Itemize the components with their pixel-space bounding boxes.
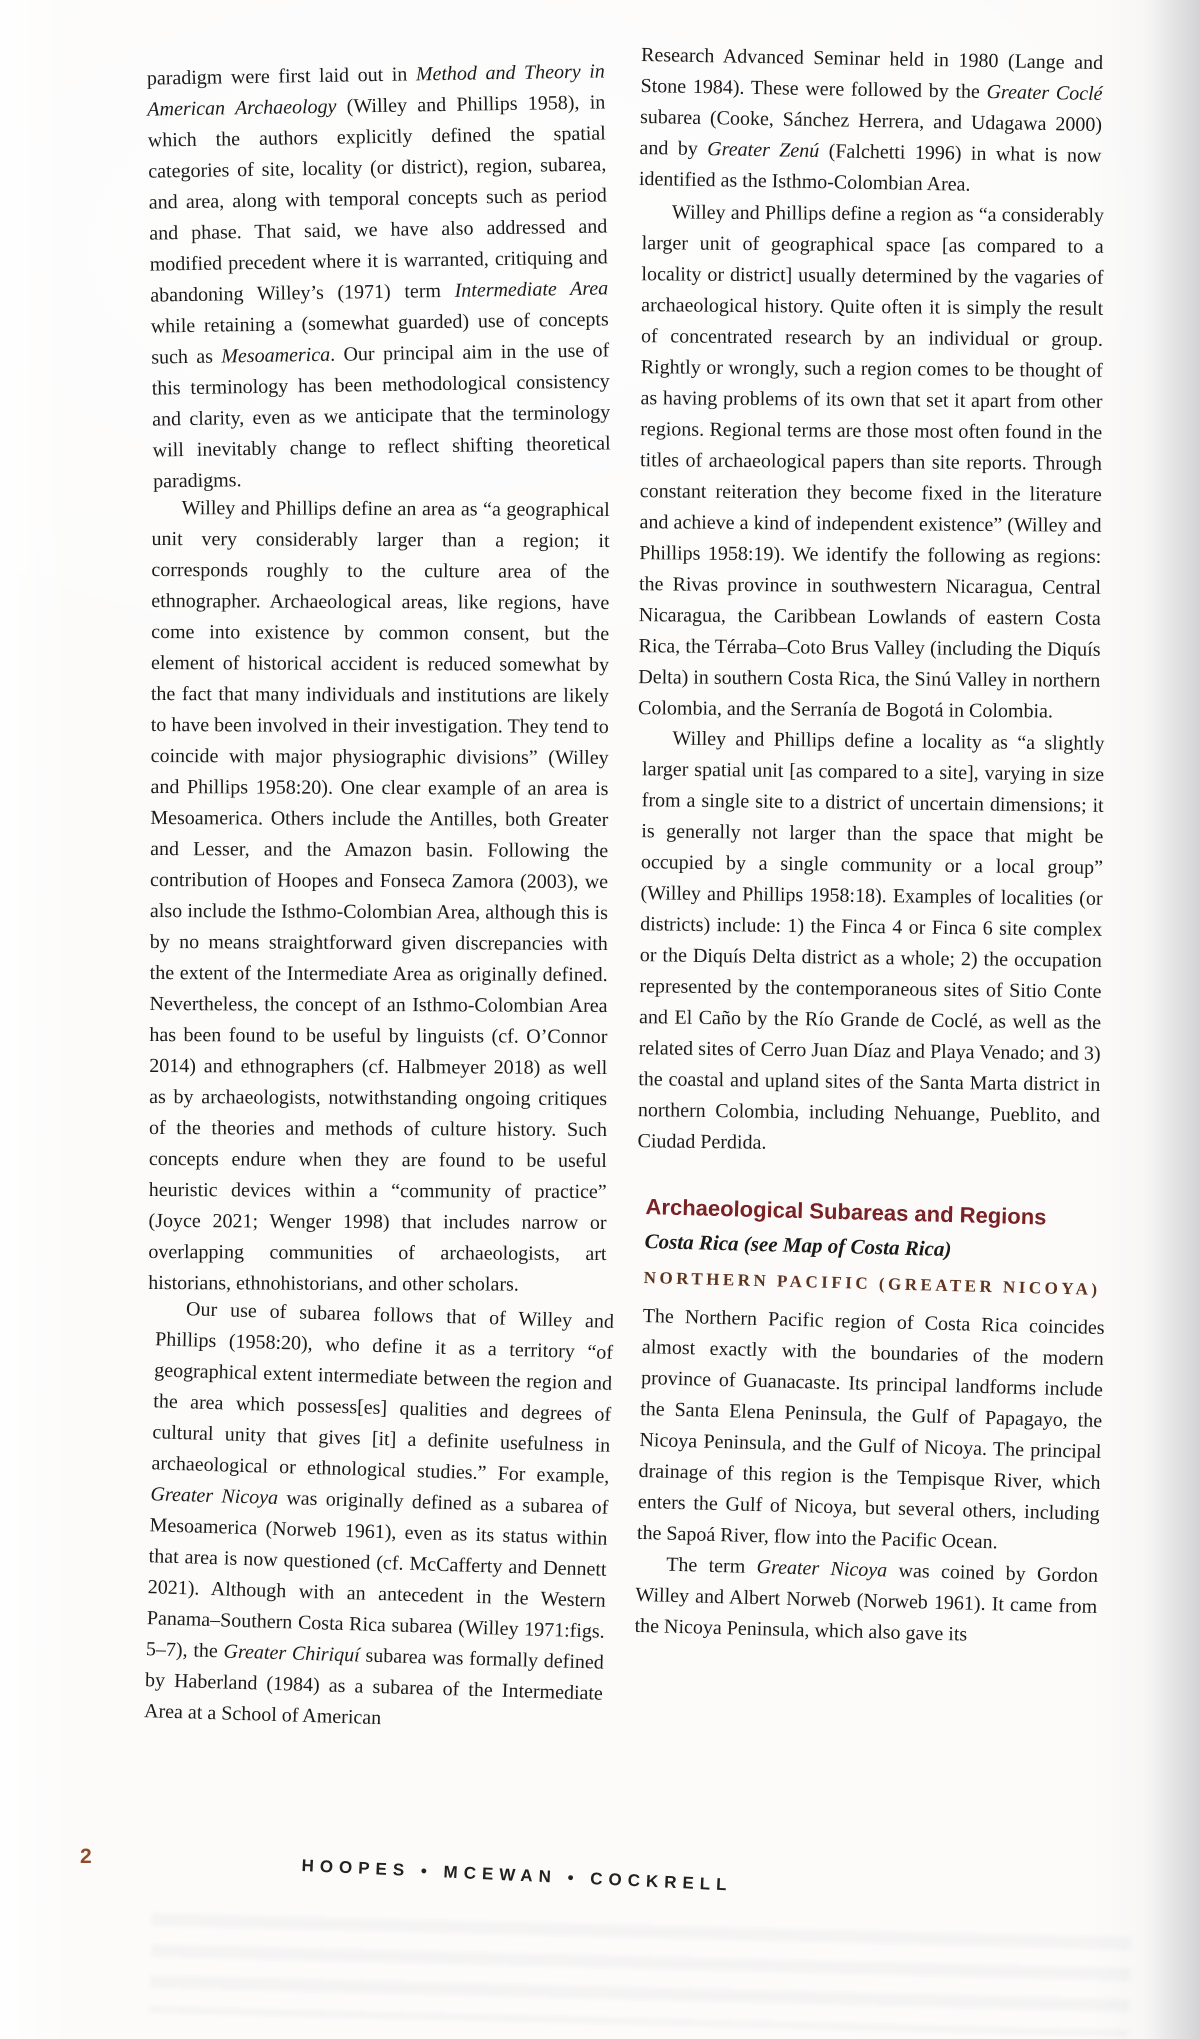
right-column-top	[637, 43, 1105, 1160]
paragraph	[638, 197, 1104, 728]
paragraph	[634, 1549, 1098, 1654]
page-number: 2	[80, 1845, 92, 1868]
paragraph	[148, 493, 610, 1301]
text-run: The Northern Pacific region of Costa Rica coincides almost exactly with the boundaries of the modern province of Guanacaste. Its principal landforms include the Santa Elena Peninsula, the Gulf of Papagayo, the Nicoya Peninsula, and the Gulf of Nicoya. The principal drainage of this region is the Tempisque River, which enters the Gulf of Nicoya, but several others, including the Sapoá River, flow into the Pacific Ocean.	[636, 1304, 1105, 1554]
italic-text-run: Greater Zenú	[707, 138, 820, 163]
text-run: Willey and Phillips define a region as “a considerably larger unit of geographical space [as compared to a locality or district] usually determined by the vagaries of archaeological history. Quite often it is simply the result of concentrated research by an individual or group. Rightly or wrongly, such a region comes to be thought of as having problems of its own that set it apart from other regions. Regional terms are those most often found in the titles of archaeological papers than site reports. Through constant reiteration they become fixed in the literature and achieve a kind of independent existence” (Willey and Phillips 1958:19). We identify the following as regions: the Rivas province in southwestern Nicaragua, Central Nicaragua, the Caribbean Lowlands of eastern Costa Rica, the Térraba–Coto Brus Valley (including the Diquís Delta) in southern Costa Rica, the Sinú Valley in northern Colombia, and the Serranía de Bogotá in Colombia.	[637, 201, 1105, 723]
italic-text-run: Intermediate Area	[454, 277, 609, 302]
paragraph	[637, 1301, 1105, 1561]
text-run: was coined by Gordon Willey and Albert Norweb (Norweb 1961). It came from the Nicoya Peninsula, which also gave its	[634, 1559, 1099, 1646]
right-column	[634, 43, 1105, 1648]
text-run: Willey and Phillips define a locality as “a slightly larger spatial unit [as compared to a site], varying in size from a single site to a district of uncertain dimensions; it is generally not larger than the space that might be occupied by a single community or a local group” (Willey and Phillips 1958:18). Examples of localities (or districts) include: 1) the Finca 4 or Finca 6 site complex or the Diquís Delta district as a whole; 2) the occupation represented by the contemporaneous sites of Sitio Conte and El Caño by the Río Grande de Coclé, as well as the related sites of Cerro Juan Díaz and Playa Venado; and 3) the coastal and upland sites of the Santa Marta district in northern Colombia, including Nehuange, Pueblito, and Ciudad Perdida.	[637, 727, 1105, 1154]
left-column	[143, 60, 615, 1734]
text-run: (Falchetti 1996) in what is now identified as the Isthmo-Colombian Area.	[638, 140, 1102, 196]
text-run: . Our principal aim in the use of this terminology has been methodological consistency and clarity, even as we anticipate that the terminology will inevitably change to reflect shifting theoretical paradigms.	[151, 339, 611, 493]
text-run: paradigm were first laid out in	[146, 63, 417, 90]
italic-text-run: Mesoamerica	[221, 343, 331, 368]
text-run: The term	[665, 1553, 757, 1579]
italic-text-run: Greater Nicoya	[150, 1483, 279, 1509]
text-run: (Willey and Phillips 1958), in which the authors explicitly defined the spatial categories of site, locality (or district), region, subarea, and area, along with temporal concepts such as period and phase. That said, we have also addressed and modified precedent where it is warranted, critiquing and abandoning Willey’s (1971) term	[147, 91, 608, 307]
paragraph	[147, 56, 612, 497]
text-run: subarea was formally defined by Haberland (1984) as a subarea of the Intermediate Area at a School of American	[143, 1644, 605, 1730]
region-heading-northern-pacific: NORTHERN PACIFIC (GREATER NICOYA)	[643, 1268, 1101, 1299]
running-footer-authors: HOOPES • MCEWAN • COCKRELL	[301, 1856, 733, 1895]
italic-text-run: Method and Theory in American Archaeology	[147, 60, 605, 121]
section-subheading-costa-rica: Costa Rica (see Map of Costa Rica)	[644, 1229, 952, 1262]
text-run: Research Advanced Seminar held in 1980 (Lange and Stone 1984). These were followed by the	[640, 43, 1104, 104]
text-run: subarea (Cooke, Sánchez Herrera, and Udagawa 2000) and by	[639, 105, 1103, 161]
paragraph	[639, 40, 1104, 203]
paragraph	[637, 723, 1104, 1163]
scan-page-edge-shadow	[1142, 0, 1200, 2039]
section-heading: Archaeological Subareas and Regions	[645, 1194, 1047, 1230]
text-run: Our use of subarea follows that of Willey and Phillips (1958:20), who define it as a territory “of geographical extent intermediate between the region and the area which possess[es] qualities and degrees of cultural unity that gives [it] a definite usefulness in archaeological or ethnological studies.” For example,	[151, 1298, 615, 1488]
section-archaeological-subareas	[634, 1192, 1108, 1654]
text-run: Willey and Phillips define an area as “a geographical unit very considerably larger than a region; it corresponds roughly to the culture area of the ethnographer. Archaeological areas, like regions, have come into existence by common consent, but the element of historical accident is reduced somewhat by the fact that many individuals and institutions are likely to have been involved in their investigation. They tend to coincide with major physiographic divisions” (Willey and Phillips 1958:20). One clear example of an area is Mesoamerica. Others include the Antilles, both Greater and Lesser, and the Amazon basin. Following the contribution of Hoopes and Fonseca Zamora (2003), we also include the Isthmo-Colombian Area, although this is by no means straightforward given discrepancies with the extent of the Intermediate Area as originally defined. Nevertheless, the concept of an Isthmo-Colombian Area has been found to be useful by linguists (cf. O’Connor 2014) and ethnographers (cf. Halbmeyer 2018) as well as by archaeologists, notwithstanding ongoing critiques of the theories and methods of culture history. Such concepts endure when they are found to be useful heuristic devices within a “community of practice” (Joyce 2021; Wenger 1998) that includes narrow or overlapping communities of archaeologists, art historians, ethnohistorians, and other scholars.	[148, 497, 610, 1296]
paragraph	[144, 1293, 615, 1740]
italic-text-run: Greater Nicoya	[756, 1556, 888, 1582]
text-run: was originally defined as a subarea of Mesoamerica (Norweb 1961), even as its status within that area is now questioned (cf. McCafferty and Dennett 2021). Although with an antecedent in the Western Panama–Southern Costa Rica subarea (Willey 1971:figs. 5–7), the	[145, 1487, 609, 1663]
bleed-through-ghost-text	[149, 1913, 1131, 2037]
section-paragraphs	[634, 1301, 1105, 1654]
italic-text-run: Greater Chiriquí	[223, 1640, 361, 1667]
italic-text-run: Greater Coclé	[986, 81, 1103, 106]
text-run: while retaining a (somewhat guarded) use of concepts such as	[150, 308, 609, 369]
